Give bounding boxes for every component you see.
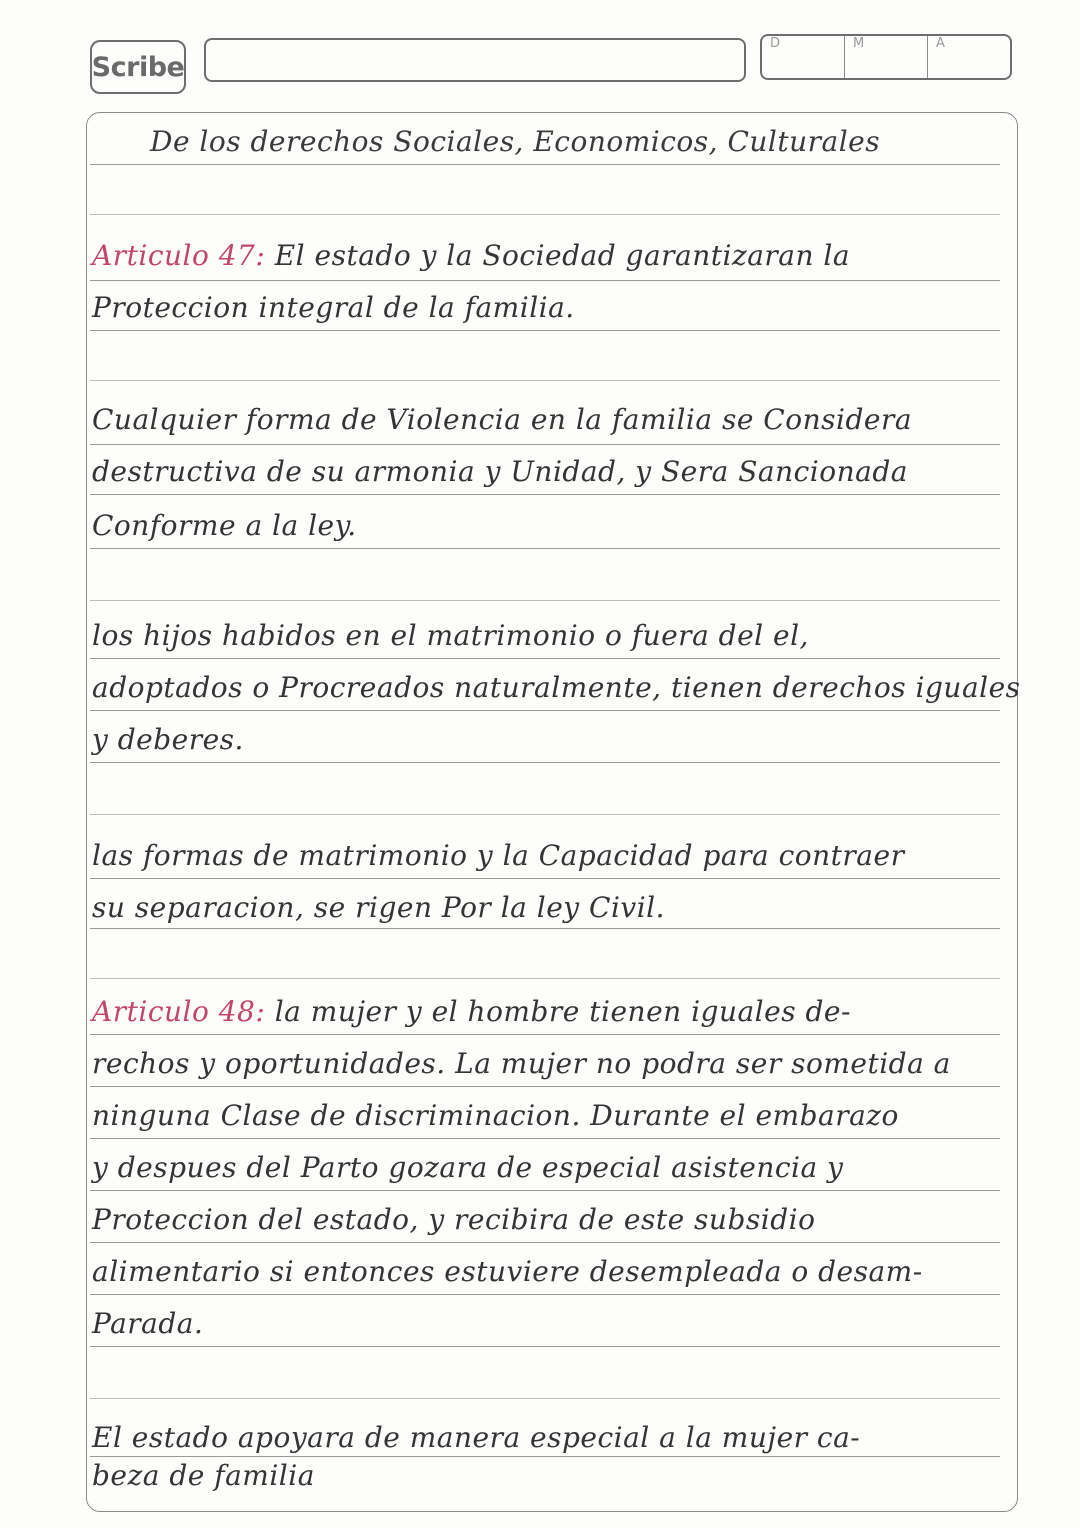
- text-line: su separacion, se rigen Por la ley Civil.: [92, 891, 666, 924]
- ruled-line: [90, 978, 1000, 979]
- article-label: Articulo 48:: [92, 995, 266, 1028]
- ruled-line: [90, 1034, 1000, 1035]
- brand-logo-text: Scribe: [91, 51, 185, 83]
- text-line: Conforme a la ley.: [92, 509, 357, 542]
- ruled-line: [90, 762, 1000, 763]
- ruled-line: [90, 548, 1000, 549]
- text-line: adoptados o Procreados naturalmente, tienen derechos iguales: [92, 671, 1021, 704]
- ruled-line: [90, 1086, 1000, 1087]
- ruled-line: [90, 1242, 1000, 1243]
- date-month-cell: [845, 36, 928, 78]
- text-line: los hijos habidos en el matrimonio o fuera del el,: [92, 619, 809, 652]
- ruled-line: [90, 164, 1000, 165]
- text-line: Proteccion del estado, y recibira de este subsidio: [92, 1203, 816, 1236]
- ruled-line: [90, 1346, 1000, 1347]
- text-line: Cualquier forma de Violencia en la familia se Considera: [92, 403, 913, 436]
- page-heading: De los derechos Sociales, Economicos, Culturales: [150, 125, 881, 158]
- date-day-label: D: [770, 36, 781, 51]
- date-year-cell: [928, 36, 1010, 78]
- ruled-line: [90, 280, 1000, 281]
- text-line: destructiva de su armonia y Unidad, y Sera Sancionada: [92, 455, 908, 488]
- ruled-line: [90, 1398, 1000, 1399]
- ruled-line: [90, 600, 1000, 601]
- ruled-line: [90, 1294, 1000, 1295]
- ruled-line: [90, 1138, 1000, 1139]
- ruled-line: [90, 710, 1000, 711]
- text-line: rechos y oportunidades. La mujer no podra ser sometida a: [92, 1047, 951, 1080]
- text-line: y deberes.: [92, 723, 244, 756]
- ruled-line: [90, 380, 1000, 381]
- date-day-cell: [762, 36, 845, 78]
- text-span: El estado y la Sociedad garantizaran la: [274, 239, 851, 272]
- ruled-line: [90, 494, 1000, 495]
- text-line: Parada.: [92, 1307, 204, 1340]
- text-line: y despues del Parto gozara de especial asistencia y: [92, 1151, 844, 1184]
- date-month-label: M: [853, 36, 865, 51]
- date-box: [760, 34, 1012, 80]
- text-line: [92, 995, 851, 1028]
- ruled-line: [90, 330, 1000, 331]
- ruled-line: [90, 444, 1000, 445]
- date-year-label: A: [936, 36, 945, 51]
- ruled-line: [90, 214, 1000, 215]
- text-line: alimentario si entonces estuviere desempleada o desam-: [92, 1255, 923, 1288]
- article-label: Articulo 47:: [92, 239, 266, 272]
- ruled-line: [90, 1190, 1000, 1191]
- text-line: las formas de matrimonio y la Capacidad para contraer: [92, 839, 905, 872]
- ruled-line: [90, 928, 1000, 929]
- brand-logo-box: [90, 40, 186, 94]
- text-line: beza de familia: [92, 1459, 315, 1492]
- text-line: Proteccion integral de la familia.: [92, 291, 575, 324]
- ruled-line: [90, 814, 1000, 815]
- title-field: [204, 38, 746, 82]
- ruled-line: [90, 878, 1000, 879]
- ruled-line: [90, 658, 1000, 659]
- text-line: El estado apoyara de manera especial a la mujer ca-: [92, 1421, 861, 1454]
- ruled-line: [90, 1456, 1000, 1457]
- text-span: la mujer y el hombre tienen iguales de-: [274, 995, 851, 1028]
- text-line: ninguna Clase de discriminacion. Durante el embarazo: [92, 1099, 899, 1132]
- text-line: [92, 239, 851, 272]
